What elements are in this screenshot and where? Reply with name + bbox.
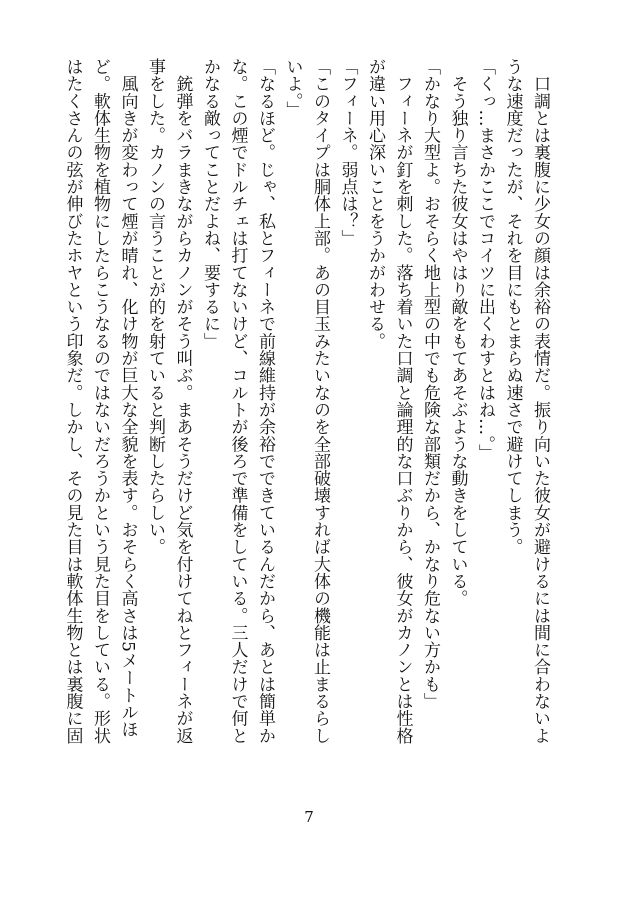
text-line: な。この煙でドルチェは打てないけど、コルトが後ろで準備をしている。三人だけで何と: [227, 58, 248, 744]
text-line: フィーネが釘を刺した。落ち着いた口調と論理的な口ぶりから、彼女がカノンとは性格: [392, 58, 413, 744]
text-line: うな速度だったが、それを目にもとまらぬ速さで避けてしまう。: [502, 58, 523, 556]
text-line: いよ。」: [282, 58, 303, 119]
text-line: 口調とは裏腹に少女の顔は余裕の表情だ。振り向いた彼女が避けるには間に合わないよ: [530, 58, 550, 744]
page-number: 7: [304, 808, 314, 826]
text-line: 銃弾をバラまきながらカノンがそう叫ぶ。まあそうだけど気を付けてねとフィーネが返: [172, 58, 193, 744]
text-line: 「なるほど。じゃ、私とフィーネで前線維持が余裕でできているんだから、あとは簡単か: [255, 58, 275, 744]
text-line: が違い用心深いことをうかがわせる。: [365, 58, 385, 350]
text-line: 風向きが変わって煙が晴れ、化け物が巨大な全貌を表す。おそらく高さは5メートルほ: [117, 58, 138, 738]
text-line: ど。軟体生物を植物にしたらこうなるのではないだろうかという見た目をしている。形状: [90, 58, 110, 744]
text-line: 「フィーネ。弱点は？」: [337, 58, 358, 247]
text-line: 「くっ…まさかここでコイツに出くわすとはね…。」: [475, 58, 495, 462]
text-line: はたくさんの弦が伸びたホヤという印象だ。しかし、その見た目は軟体生物とは裏腹に固: [62, 58, 83, 744]
text-line: 事をした。カノンの言うことが的を射ていると判断したらしい。: [145, 58, 165, 556]
text-line: 「このタイプは胴体上部。あの目玉みたいなのを全部破壊すれば大体の機能は止まるらし: [310, 58, 330, 744]
text-line: かなる敵ってことだよね、要するに」: [200, 58, 220, 350]
text-line: 「かなり大型よ。おそらく地上型の中でも危険な部類だから、かなり危ない方かも」: [420, 58, 440, 710]
text-line: そう独り言ちた彼女はやはり敵をもてあそぶような動きをしている。: [447, 58, 468, 607]
vertical-text-block: [58, 58, 553, 763]
